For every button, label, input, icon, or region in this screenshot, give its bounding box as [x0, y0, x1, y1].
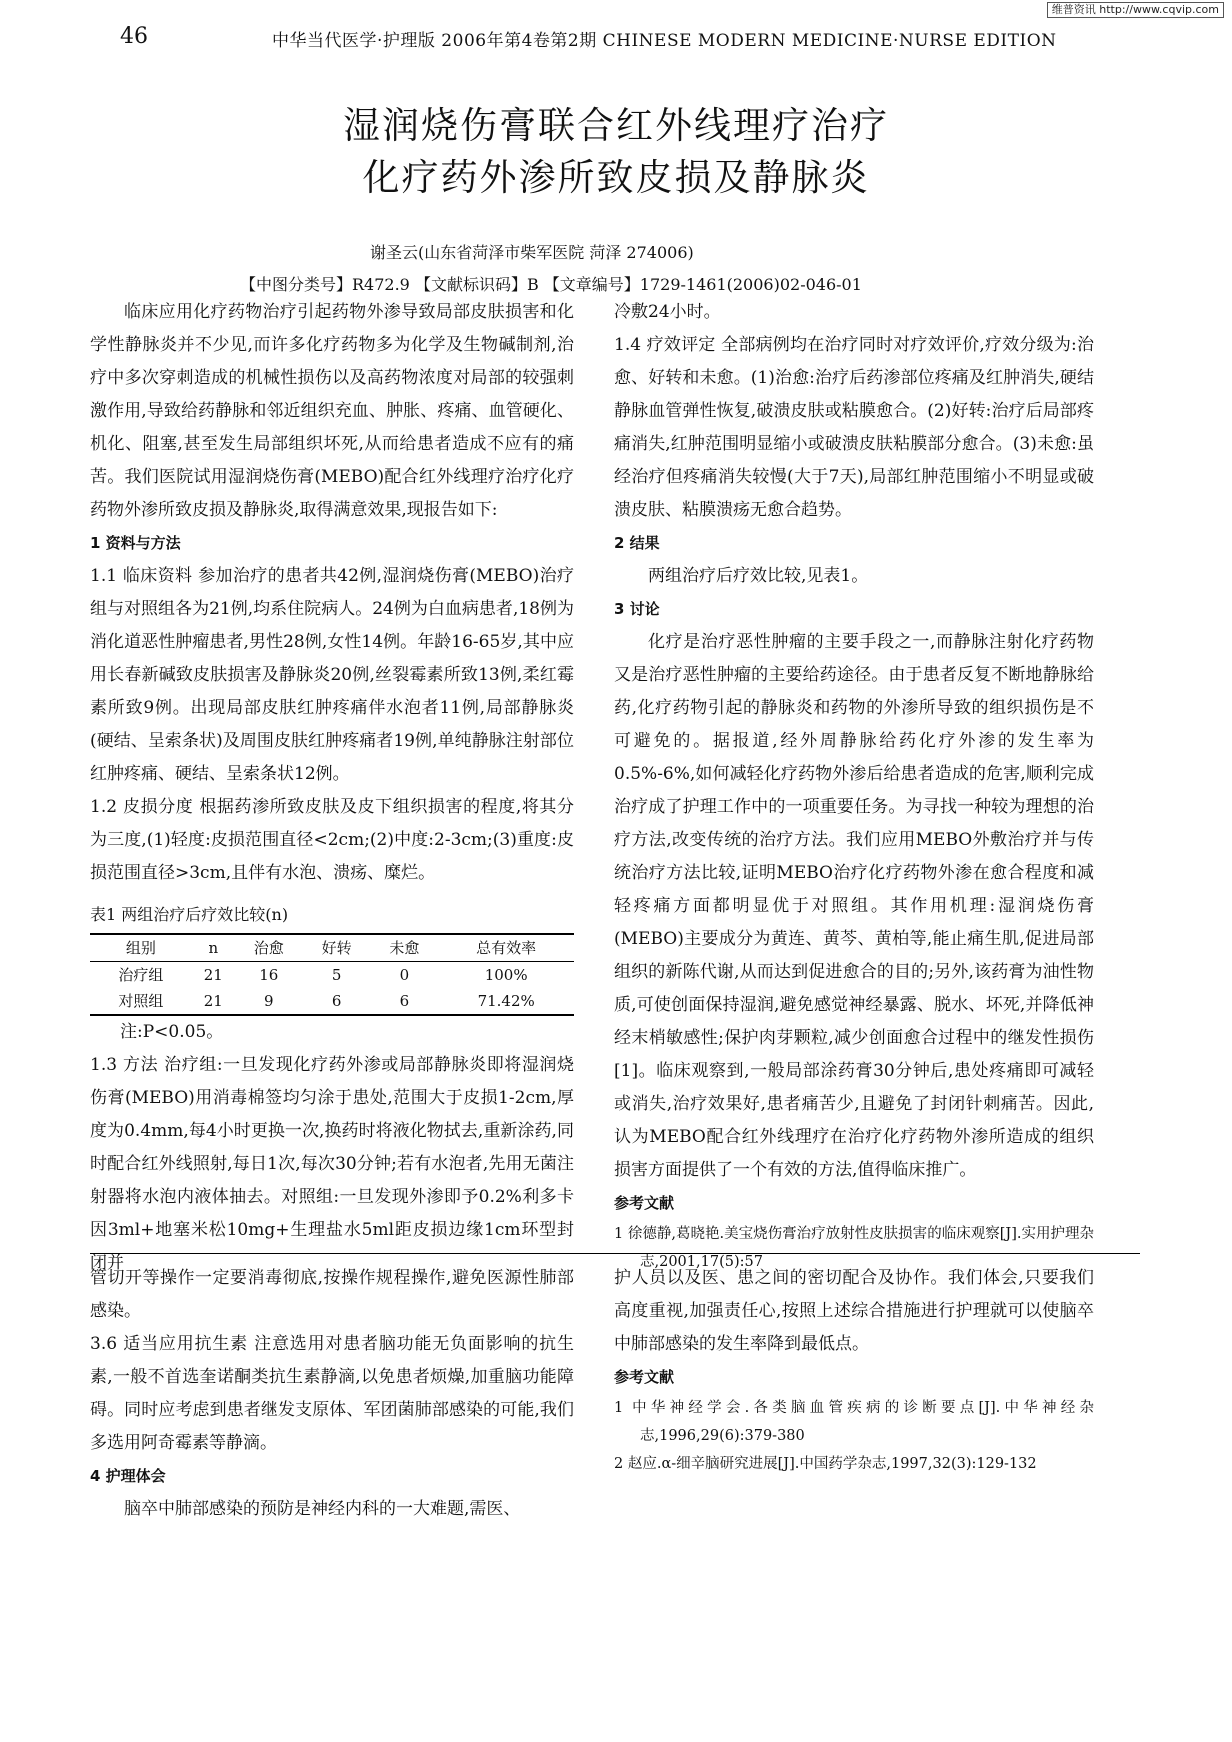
paragraph-1-2: 1.2 皮损分度 根据药渗所致皮肤及皮下组织损害的程度,将其分为三度,(1)轻度:皮损范围直径<2cm;(2)中度:2-3cm;(3)重度:皮损范围直径>3cm,且伴有水泡、溃疡、糜烂。: [90, 797, 574, 883]
table-cell: 21: [203, 992, 223, 1010]
table-header-cell: 未愈: [389, 939, 420, 957]
table-header-cell: 好转: [321, 939, 352, 957]
table-cell: 对照组: [118, 992, 164, 1010]
table-cell: 6: [331, 992, 342, 1010]
bottom-left-column: [90, 1262, 574, 1526]
paragraph-1-3: 1.3 方法 治疗组:一旦发现化疗药外渗或局部静脉炎即将湿润烧伤膏(MEBO)用消毒棉签均匀涂于患处,范围大于皮损1-2cm,厚度为0.4mm,每4小时更换一次,换药时将液化物拭去,重新涂药,同时配合红外线照射,每日1次,每次30分钟;若有水泡者,先用无菌注射器将水泡内液体抽去。对照组:一旦发现外渗即予0.2%利多卡因3ml+地塞米松10mg+生理盐水5ml距皮损边缘1cm环型封闭并: [90, 1055, 574, 1273]
continued-text: 冷敷24小时。: [614, 302, 721, 322]
table-cell: 6: [399, 992, 410, 1010]
table-cell: 9: [264, 992, 274, 1010]
reference-item: 1 徐德静,葛晓艳.美宝烧伤膏治疗放射性皮肤损害的临床观察[J].实用护理杂志,2001,17(5):57: [614, 1226, 1094, 1270]
page-number: 46: [120, 24, 148, 49]
results-table: [90, 933, 574, 1016]
continued-text: 管切开等操作一定要消毒彻底,按操作规程操作,避免医源性肺部感染。: [90, 1268, 574, 1321]
table-header-cell: 治愈: [253, 939, 284, 957]
table-row: [90, 988, 574, 1015]
right-column: [614, 296, 1094, 1276]
table-cell: 71.42%: [477, 992, 535, 1010]
article-title-line2: 化疗药外渗所致皮损及静脉炎: [362, 156, 870, 199]
reference-item: 1 中华神经学会.各类脑血管疾病的诊断要点[J].中华神经杂志,1996,29(6):379-380: [614, 1400, 1094, 1444]
table-cell: 治疗组: [118, 966, 164, 984]
table-cell: 16: [259, 966, 279, 984]
paragraph-2: 两组治疗后疗效比较,见表1。: [648, 566, 869, 586]
table-caption: 表1 两组治疗后疗效比较(n): [90, 905, 289, 924]
section-3-heading: 3 讨论: [614, 600, 660, 618]
classification-line: 【中图分类号】R472.9 【文献标识码】B 【文章编号】1729-1461(2006)02-046-01: [240, 275, 862, 294]
intro-paragraph: 临床应用化疗药物治疗引起药物外渗导致局部皮肤损害和化学性静脉炎并不少见,而许多化疗药物多为化学及生物碱制剂,治疗中多次穿刺造成的机械性损伤以及高药物浓度对局部的较强刺激作用,导致给药静脉和邻近组织充血、肿胀、疼痛、血管硬化、机化、阻塞,甚至发生局部组织坏死,从而给患者造成不应有的痛苦。我们医院试用湿润烧伤膏(MEBO)配合红外线理疗治疗化疗药物外渗所致皮损及静脉炎,取得满意效果,现报告如下:: [90, 302, 574, 520]
table-header-cell: 组别: [125, 939, 156, 957]
table-cell: 0: [399, 966, 410, 984]
table-note: 注:P<0.05。: [120, 1022, 224, 1042]
table-header-cell: n: [208, 939, 219, 957]
watermark: 维普资讯 http://www.cqvip.com: [1047, 2, 1224, 18]
references-heading: 参考文献: [614, 1194, 675, 1212]
table-cell: 21: [203, 966, 223, 984]
references-heading: 参考文献: [614, 1368, 675, 1386]
table-row: [90, 962, 574, 989]
paragraph-3: 化疗是治疗恶性肿瘤的主要手段之一,而静脉注射化疗药物又是治疗恶性肿瘤的主要给药途径。由于患者反复不断地静脉给药,化疗药物引起的静脉炎和药物的外渗所导致的组织损伤是不可避免的。据报道,经外周静脉给药化疗外渗的发生率为0.5%-6%,如何减轻化疗药物外渗后给患者造成的危害,顺利完成治疗成了护理工作中的一项重要任务。为寻找一种较为理想的治疗方法,改变传统的治疗方法。我们应用MEBO外敷治疗并与传统治疗方法比较,证明MEBO治疗化疗药物外渗在愈合程度和减轻疼痛方面都明显优于对照组。其作用机理:湿润烧伤膏(MEBO)主要成分为黄连、黄芩、黄柏等,能止痛生肌,促进局部组织的新陈代谢,从而达到促进愈合的目的;另外,该药膏为油性物质,可使创面保持湿润,避免感觉神经暴露、脱水、坏死,并降低神经末梢敏感性;保护肉芽颗粒,减少创面愈合过程中的继发性损伤[1]。临床观察到,一般局部涂药膏30分钟后,患处疼痛即可减轻或消失,治疗效果好,患者痛苦少,且避免了封闭针刺痛苦。因此,认为MEBO配合红外线理疗在治疗化疗药物外渗所造成的组织损害方面提供了一个有效的方法,值得临床推广。: [614, 632, 1094, 1180]
author-affiliation: 谢圣云(山东省菏泽市柴军医院 菏泽 274006): [370, 243, 694, 262]
paragraph-1-4: 1.4 疗效评定 全部病例均在治疗同时对疗效评价,疗效分级为:治愈、好转和未愈。(1)治愈:治疗后药渗部位疼痛及红肿消失,硬结静脉血管弹性恢复,破溃皮肤或粘膜愈合。(2)好转:治疗后局部疼痛消失,红肿范围明显缩小或破溃皮肤粘膜部分愈合。(3)未愈:虽经治疗但疼痛消失较慢(大于7天),局部红肿范围缩小不明显或破溃皮肤、粘膜溃疡无愈合趋势。: [614, 335, 1094, 520]
paragraph-4: 脑卒中肺部感染的预防是神经内科的一大难题,需医、: [124, 1499, 521, 1519]
article-title-line1: 湿润烧伤膏联合红外线理疗治疗: [343, 104, 889, 147]
table-header-row: [90, 934, 574, 962]
table-header-cell: 总有效率: [476, 939, 537, 957]
table-cell: 100%: [484, 966, 528, 984]
section-2-heading: 2 结果: [614, 534, 660, 552]
section-4-heading: 4 护理体会: [90, 1467, 166, 1485]
running-title: 中华当代医学·护理版 2006年第4卷第2期 CHINESE MODERN MEDICINE·NURSE EDITION: [272, 31, 1057, 51]
continued-text: 护人员以及医、患之间的密切配合及协作。我们体会,只要我们高度重视,加强责任心,按照上述综合措施进行护理就可以使脑卒中肺部感染的发生率降到最低点。: [614, 1268, 1094, 1354]
left-column: [90, 296, 574, 1280]
table-cell: 5: [331, 966, 342, 984]
bottom-right-column: [614, 1262, 1094, 1478]
article-divider: [90, 1253, 1140, 1254]
paragraph-3-6: 3.6 适当应用抗生素 注意选用对患者脑功能无负面影响的抗生素,一般不首选奎诺酮类抗生素静滴,以免患者烦燥,加重脑功能障碍。同时应考虑到患者继发支原体、军团菌肺部感染的可能,我们多选用阿奇霉素等静滴。: [90, 1334, 574, 1453]
paragraph-1-1: 1.1 临床资料 参加治疗的患者共42例,湿润烧伤膏(MEBO)治疗组与对照组各为21例,均系住院病人。24例为白血病患者,18例为消化道恶性肿瘤患者,男性28例,女性14例。年龄16-65岁,其中应用长春新碱致皮肤损害及静脉炎20例,丝裂霉素所致13例,柔红霉素所致9例。出现局部皮肤红肿疼痛伴水泡者11例,局部静脉炎(硬结、呈索条状)及周围皮肤红肿疼痛者19例,单纯静脉注射部位红肿疼痛、硬结、呈索条状12例。: [90, 566, 574, 784]
reference-item: 2 赵应.α-细辛脑研究进展[J].中国药学杂志,1997,32(3):129-132: [614, 1456, 1037, 1472]
section-1-heading: 1 资料与方法: [90, 534, 181, 552]
